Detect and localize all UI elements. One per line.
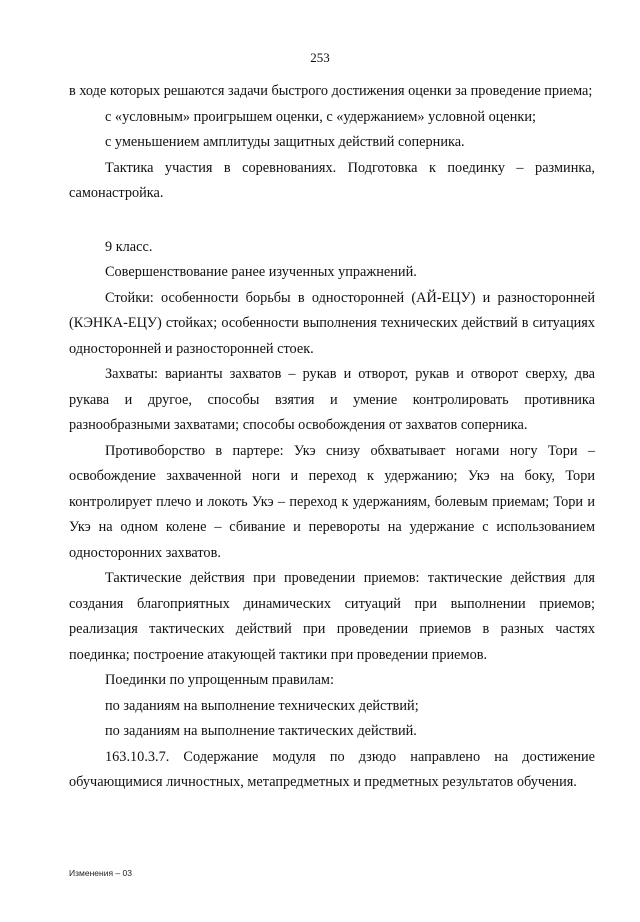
- paragraph-conditional-loss: с «условным» проигрышем оценки, с «удержанием» условной оценки;: [105, 108, 537, 125]
- paragraph-ground-fighting: Противоборство в партере: Укэ снизу обхватывает ногами ногу Тори – освобождение захваченной ноги и переход к удержанию; Укэ на боку, Тори контролирует плечо и локоть Укэ – переход к удержаниям, болевым приемам; Тори и Укэ на одном колене – сбивание и перевороты на удержание с использованием односторонних захватов.: [69, 442, 595, 561]
- paragraph-continuation: в ходе которых решаются задачи быстрого достижения оценки за проведение приема;: [69, 83, 593, 99]
- paragraph-tactical-tasks: по заданиям на выполнение тактических действий.: [105, 723, 417, 739]
- paragraph-amplitude: с уменьшением амплитуды защитных действий соперника.: [105, 134, 465, 150]
- revision-footer: Изменения – 03: [69, 868, 132, 878]
- paragraph-grips: Захваты: варианты захватов – рукав и отворот, рукав и отворот сверху, два рукава и другое, способы взятия и умение контролировать противника разнообразными захватами; способы освобождения от захватов соперника.: [69, 366, 595, 433]
- grade-heading: 9 класс.: [105, 238, 153, 255]
- page-number: 253: [310, 50, 330, 65]
- paragraph-simplified-bouts: Поединки по упрощенным правилам:: [105, 672, 334, 688]
- paragraph-technical-tasks: по заданиям на выполнение технических действий;: [105, 697, 419, 714]
- paragraph-stances: Стойки: особенности борьбы в односторонней (АЙ-ЕЦУ) и разносторонней (КЭНКА-ЕЦУ) стойках; особенности выполнения технических действий в ситуациях односторонней и разносторонней стоек.: [69, 289, 595, 357]
- page-body: [69, 79, 595, 796]
- paragraph-module-content: 163.10.3.7. Содержание модуля по дзюдо направлено на достижение обучающимися личностных, метапредметных и предметных результатов обучения.: [69, 748, 595, 790]
- paragraph-tactical-actions: Тактические действия при проведении приемов: тактические действия для создания благоприятных динамических ситуаций при выполнении приемов; реализация тактических действий при проведении приемов в разных частях поединка; построение атакующей тактики при проведении приемов.: [69, 570, 595, 663]
- paragraph-competition-tactics: Тактика участия в соревнованиях. Подготовка к поединку – разминка, самонастройка.: [69, 159, 595, 201]
- paragraph-improvement: Совершенствование ранее изученных упражнений.: [105, 264, 417, 280]
